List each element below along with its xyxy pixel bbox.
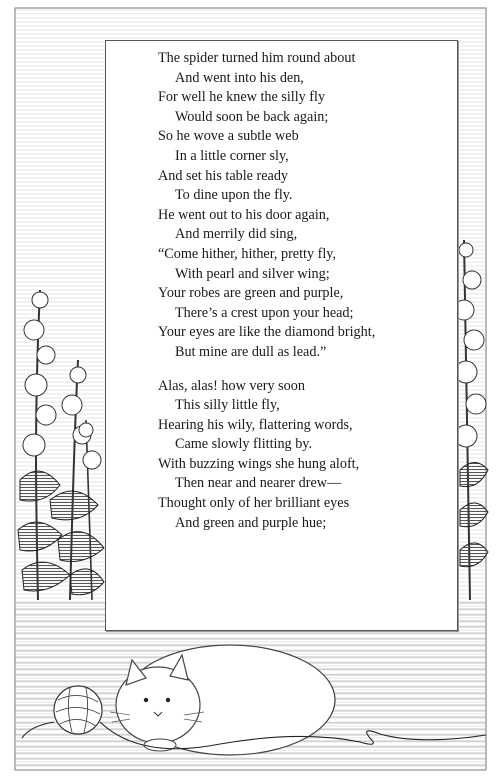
poem-line: Alas, alas! how very soon bbox=[158, 377, 305, 394]
stanza-gap bbox=[158, 363, 375, 377]
poem-line: And merrily did sing, bbox=[175, 226, 298, 243]
poem-line: Would soon be back again; bbox=[175, 108, 329, 125]
poem-text bbox=[158, 49, 375, 533]
poem-line: For well he knew the silly fly bbox=[158, 89, 326, 106]
poem-line: Your eyes are like the diamond bright, bbox=[158, 324, 376, 341]
poem-line: Thought only of her brilliant eyes bbox=[158, 495, 350, 512]
poem-line: The spider turned him round about bbox=[158, 50, 356, 66]
poem-line: “Come hither, hither, pretty fly, bbox=[158, 245, 336, 262]
poem-line: In a little corner sly, bbox=[175, 147, 289, 164]
poem-line: To dine upon the fly. bbox=[175, 187, 293, 204]
poem-line: With pearl and silver wing; bbox=[175, 265, 330, 282]
poem-line: So he wove a subtle web bbox=[158, 128, 299, 145]
poem-line: This silly little fly, bbox=[175, 397, 280, 414]
poem-line: Came slowly flitting by. bbox=[175, 436, 313, 453]
poem-line: But mine are dull as lead.” bbox=[175, 343, 327, 360]
poem-line: He went out to his door again, bbox=[158, 206, 330, 223]
poem-line: Then near and nearer drew— bbox=[175, 475, 342, 492]
poem-line: And set his table ready bbox=[158, 167, 289, 184]
poem-line: Your robes are green and purple, bbox=[158, 285, 344, 302]
poem-line: Hearing his wily, flattering words, bbox=[158, 416, 353, 433]
poem-line: With buzzing wings she hung aloft, bbox=[158, 455, 360, 472]
poem-line: And green and purple hue; bbox=[175, 514, 327, 531]
poem-line: There’s a crest upon your head; bbox=[175, 304, 354, 321]
poem-line: And went into his den, bbox=[175, 69, 304, 86]
